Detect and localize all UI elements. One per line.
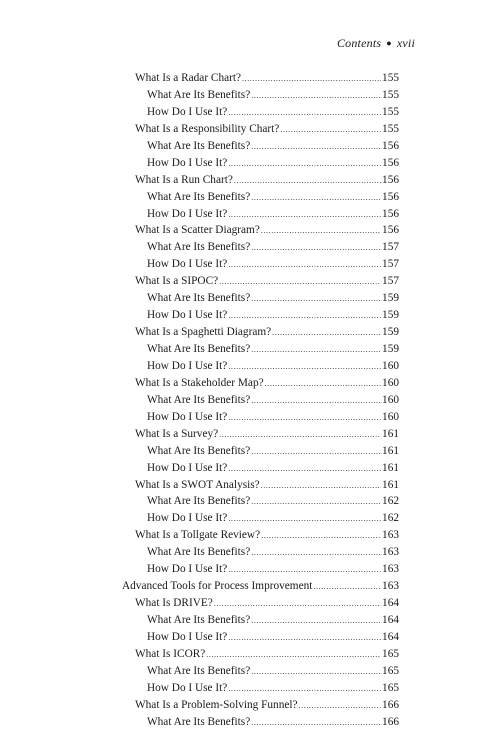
dot-leader xyxy=(206,647,381,664)
dot-leader xyxy=(251,88,381,105)
running-header-title: Contents xyxy=(336,36,382,50)
dot-leader xyxy=(242,71,381,88)
toc-entry-page-number: 162 xyxy=(382,512,399,525)
toc-entry-line xyxy=(147,189,399,207)
dot-leader xyxy=(272,325,381,342)
toc-entry-title: What Are Its Benefits? xyxy=(147,664,251,677)
toc-entry xyxy=(0,392,477,409)
toc-entry-page-number: 157 xyxy=(382,275,399,288)
toc-entry-page-number: 164 xyxy=(382,597,399,610)
toc-entry-line xyxy=(135,273,399,291)
toc-entry xyxy=(0,155,477,172)
toc-entry xyxy=(0,138,477,155)
toc-entry-page-number: 155 xyxy=(382,105,399,118)
toc-entry-line xyxy=(147,561,399,579)
toc-entry-title: What Is a Spaghetti Diagram? xyxy=(135,326,272,339)
toc-entry xyxy=(0,273,477,290)
toc-entry-line xyxy=(135,697,399,715)
toc-entry-line xyxy=(147,544,399,562)
toc-entry xyxy=(0,714,477,731)
toc-entry xyxy=(0,375,477,392)
toc-entry-page-number: 162 xyxy=(382,495,399,508)
toc-entry-line xyxy=(135,595,399,613)
dot-leader xyxy=(228,359,381,376)
toc-entry xyxy=(0,527,477,544)
dot-leader xyxy=(219,274,381,291)
dot-leader xyxy=(228,562,381,579)
toc-entry-page-number: 155 xyxy=(382,72,399,84)
toc-entry xyxy=(0,443,477,460)
toc-entry-title: How Do I Use It? xyxy=(147,512,228,525)
dot-leader xyxy=(299,698,382,715)
dot-leader xyxy=(261,223,381,240)
toc-entry-page-number: 156 xyxy=(382,224,399,237)
toc-entry-line xyxy=(135,70,399,88)
toc-entry-page-number: 160 xyxy=(382,376,399,389)
toc-entry-line xyxy=(147,138,399,156)
toc-entry xyxy=(0,477,477,494)
dot-leader xyxy=(251,139,381,156)
toc-entry-line xyxy=(122,578,399,596)
dot-leader xyxy=(228,511,381,528)
toc-entry-line xyxy=(147,206,399,224)
toc-entry xyxy=(0,189,477,206)
toc-entry-line xyxy=(147,493,399,511)
toc-entry-line xyxy=(147,409,399,427)
toc-entry-line xyxy=(147,104,399,122)
dot-leader xyxy=(251,291,381,308)
toc-entry-line xyxy=(135,646,399,664)
toc-entry-page-number: 161 xyxy=(382,444,399,457)
toc-entry xyxy=(0,646,477,663)
toc-entry xyxy=(0,663,477,680)
toc-entry-page-number: 155 xyxy=(382,122,399,135)
toc-entry-page-number: 159 xyxy=(382,309,399,322)
toc-entry xyxy=(0,222,477,239)
running-header xyxy=(337,36,415,51)
toc-entry xyxy=(0,544,477,561)
toc-entry-line xyxy=(147,714,399,732)
toc-entry-title: What Are Its Benefits? xyxy=(147,88,251,101)
toc-entry xyxy=(0,70,477,87)
toc-entry xyxy=(0,426,477,443)
toc-entry xyxy=(0,578,477,595)
toc-entry xyxy=(0,409,477,426)
toc-entry xyxy=(0,612,477,629)
dot-leader xyxy=(228,681,381,698)
toc-entry-title: What Is a SIPOC? xyxy=(135,275,219,288)
dot-leader xyxy=(228,461,381,478)
dot-leader xyxy=(251,444,381,461)
toc-entry-line xyxy=(147,290,399,308)
toc-entry-page-number: 156 xyxy=(382,156,399,169)
toc-entry-page-number: 155 xyxy=(382,88,399,101)
toc-entry-page-number: 160 xyxy=(382,359,399,372)
toc-entry xyxy=(0,239,477,256)
toc-entry-title: How Do I Use It? xyxy=(147,309,228,322)
toc-entry-page-number: 156 xyxy=(382,190,399,203)
toc-entry-title: What Is ICOR? xyxy=(135,647,206,660)
toc-entry-page-number: 163 xyxy=(382,563,399,576)
dot-leader xyxy=(234,173,381,190)
dot-leader xyxy=(228,105,381,122)
dot-leader xyxy=(261,528,381,545)
toc-entry-title: What Is a SWOT Analysis? xyxy=(135,478,260,491)
toc-entry xyxy=(0,290,477,307)
dot-leader xyxy=(219,427,381,444)
dot-leader xyxy=(280,122,381,139)
toc-entry-page-number: 161 xyxy=(382,461,399,474)
toc-entry-title: What Are Its Benefits? xyxy=(147,495,251,508)
toc-entry-title: What Are Its Benefits? xyxy=(147,139,251,152)
toc-entry xyxy=(0,493,477,510)
toc-entry-title: How Do I Use It? xyxy=(147,681,228,694)
toc-entry-page-number: 159 xyxy=(382,326,399,339)
toc-entry-page-number: 161 xyxy=(382,478,399,491)
toc-entry-line xyxy=(135,172,399,190)
toc-entry-line xyxy=(147,663,399,681)
page-number: xvii xyxy=(396,36,415,50)
dot-leader xyxy=(313,579,381,596)
toc-entry-title: How Do I Use It? xyxy=(147,563,228,576)
toc-entry-line xyxy=(135,121,399,139)
toc-entry-page-number: 163 xyxy=(382,546,399,559)
toc-entry xyxy=(0,324,477,341)
toc-entry-title: How Do I Use It? xyxy=(147,105,228,118)
toc-entry-page-number: 165 xyxy=(382,681,399,694)
toc-entry-page-number: 165 xyxy=(382,664,399,677)
toc-entry-page-number: 159 xyxy=(382,343,399,355)
toc-entry-line xyxy=(147,629,399,647)
toc-entry-title: How Do I Use It? xyxy=(147,258,228,271)
toc-entry-page-number: 157 xyxy=(382,241,399,254)
toc-entry-title: What Are Its Benefits? xyxy=(147,292,251,305)
toc-entry-line xyxy=(135,375,399,393)
toc-entry-page-number: 157 xyxy=(382,258,399,271)
toc-entry-line xyxy=(147,239,399,257)
dot-leader xyxy=(251,613,381,630)
dot-leader xyxy=(265,376,381,393)
toc-entry-title: What Is a Scatter Diagram? xyxy=(135,224,260,237)
toc-entry-line xyxy=(147,612,399,630)
dot-leader xyxy=(228,308,381,325)
toc-entry xyxy=(0,697,477,714)
toc-entry-line xyxy=(135,324,399,342)
toc-entry xyxy=(0,172,477,189)
dot-leader xyxy=(251,190,381,207)
toc-entry-page-number: 159 xyxy=(382,292,399,305)
toc-entry-title: What Is a Radar Chart? xyxy=(135,72,242,84)
dot-leader xyxy=(228,257,381,274)
toc-entry xyxy=(0,595,477,612)
toc-entry-title: What Are Its Benefits? xyxy=(147,715,251,728)
toc-entry xyxy=(0,680,477,697)
toc-entry-page-number: 160 xyxy=(382,410,399,423)
toc-entry-line xyxy=(147,358,399,376)
toc-entry-title: How Do I Use It? xyxy=(147,461,228,474)
toc-entry-title: What Is a Run Chart? xyxy=(135,173,233,186)
toc-entry-page-number: 161 xyxy=(382,427,399,440)
toc-entry-page-number: 160 xyxy=(382,393,399,406)
toc-entry xyxy=(0,460,477,477)
dot-leader xyxy=(228,207,381,224)
toc-entry-line xyxy=(147,87,399,105)
toc-entry-page-number: 163 xyxy=(382,529,399,542)
toc-entry xyxy=(0,358,477,375)
toc-entry-title: What Is a Problem-Solving Funnel? xyxy=(135,698,298,711)
toc-entry-page-number: 163 xyxy=(382,580,399,593)
toc-entry xyxy=(0,121,477,138)
dot-leader xyxy=(261,478,381,495)
toc-entry-page-number: 164 xyxy=(382,630,399,643)
dot-leader xyxy=(251,494,381,511)
dot-leader xyxy=(214,596,381,613)
toc-entry xyxy=(0,561,477,578)
toc-entry-title: What Are Its Benefits? xyxy=(147,444,251,457)
dot-leader xyxy=(251,342,381,359)
toc-entry-title: What Are Its Benefits? xyxy=(147,241,251,254)
toc-entry-page-number: 156 xyxy=(382,139,399,152)
toc-entry xyxy=(0,104,477,121)
toc-entry-title: What Are Its Benefits? xyxy=(147,614,251,626)
toc-entry-page-number: 165 xyxy=(382,647,399,660)
toc-entry-title: Advanced Tools for Process Improvement xyxy=(122,580,313,593)
toc-entry xyxy=(0,87,477,104)
toc-entry-title: How Do I Use It? xyxy=(147,630,228,643)
dot-leader xyxy=(228,630,381,647)
toc-entry-title: What Is a Stakeholder Map? xyxy=(135,376,264,389)
toc-entry-line xyxy=(147,341,399,359)
toc-entry-line xyxy=(147,680,399,698)
toc-entry-title: How Do I Use It? xyxy=(147,207,228,220)
toc-entry-line xyxy=(135,222,399,240)
toc-entry-page-number: 166 xyxy=(382,715,399,728)
toc-entry-line xyxy=(147,510,399,528)
dot-leader xyxy=(251,240,381,257)
toc-entry-title: How Do I Use It? xyxy=(147,156,228,169)
table-of-contents xyxy=(0,70,477,731)
toc-entry-line xyxy=(147,307,399,325)
toc-entry-title: What Are Its Benefits? xyxy=(147,343,251,355)
toc-entry-line xyxy=(147,443,399,461)
dot-leader xyxy=(251,545,381,562)
toc-entry-page-number: 156 xyxy=(382,207,399,220)
toc-entry-title: What Is a Tollgate Review? xyxy=(135,529,261,542)
dot-leader xyxy=(251,393,381,410)
toc-entry-title: How Do I Use It? xyxy=(147,359,228,372)
toc-entry-page-number: 164 xyxy=(382,614,399,626)
toc-entry-line xyxy=(135,477,399,495)
toc-entry-title: What Are Its Benefits? xyxy=(147,546,251,559)
toc-entry-title: What Are Its Benefits? xyxy=(147,393,251,406)
dot-leader xyxy=(228,156,381,173)
toc-entry-title: What Is a Survey? xyxy=(135,427,219,440)
toc-entry-title: What Are Its Benefits? xyxy=(147,190,251,203)
toc-entry-page-number: 156 xyxy=(382,173,399,186)
dot-leader xyxy=(228,410,381,427)
toc-entry-title: How Do I Use It? xyxy=(147,410,228,423)
toc-entry xyxy=(0,256,477,273)
dot-leader xyxy=(251,664,381,681)
toc-entry-title: What Is a Responsibility Chart? xyxy=(135,122,280,135)
toc-entry-page-number: 166 xyxy=(382,698,399,711)
toc-entry-line xyxy=(147,460,399,478)
toc-entry-line xyxy=(135,426,399,444)
toc-entry-line xyxy=(147,155,399,173)
toc-entry xyxy=(0,510,477,527)
toc-entry-line xyxy=(147,256,399,274)
toc-entry-title: What Is DRIVE? xyxy=(135,597,213,610)
toc-entry-line xyxy=(147,392,399,410)
dot-leader xyxy=(251,715,381,732)
toc-entry-line xyxy=(135,527,399,545)
bullet-separator: ● xyxy=(386,38,392,48)
toc-entry xyxy=(0,629,477,646)
toc-entry xyxy=(0,341,477,358)
toc-entry xyxy=(0,206,477,223)
toc-entry xyxy=(0,307,477,324)
